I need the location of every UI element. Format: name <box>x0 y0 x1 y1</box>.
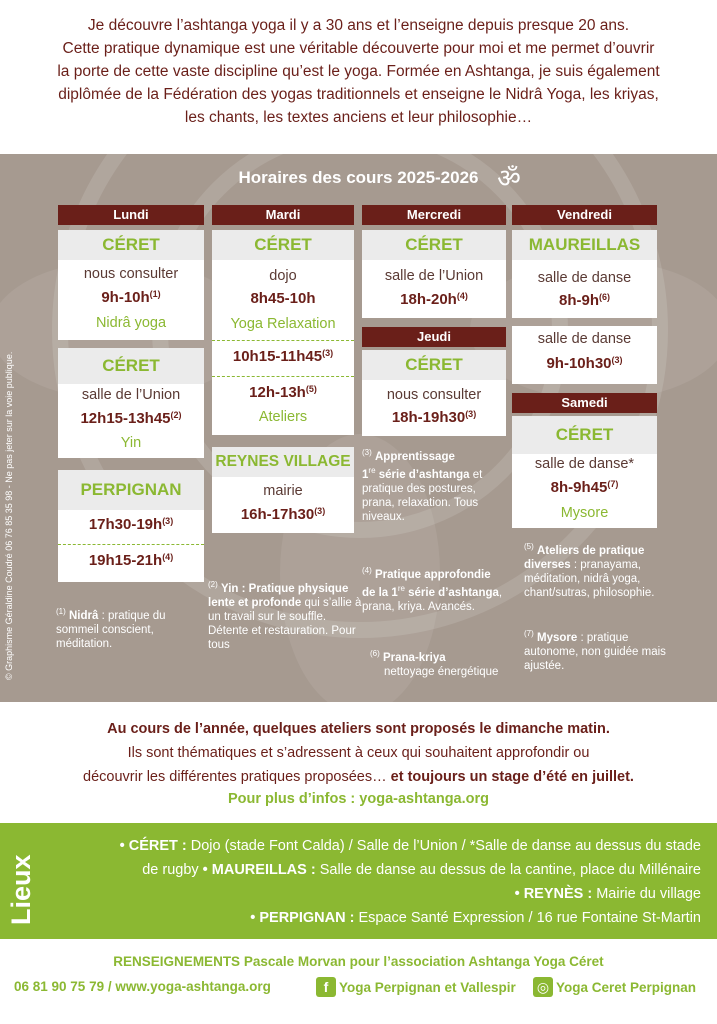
outro-line: Au cours de l’année, quelques ateliers sont proposés le dimanche matin. <box>107 721 610 737</box>
footnote-4: $^{(4)}$ Pratique approfondie de la 1re série d’ashtanga, prana, kriya. Avancés. <box>362 566 503 613</box>
card-time: 10h15-11h45$^{(3)}$ <box>232 348 334 365</box>
card-style: Ateliers <box>258 409 308 425</box>
instagram-icon: ◎ <box>533 977 553 997</box>
card-time: 12h15-13h45$^{(2)}$ <box>80 410 182 427</box>
contact-line[interactable]: 06 81 90 75 79 / www.yoga-ashtanga.org <box>14 979 271 994</box>
schedule-title: Horaires des cours 2025-2026 <box>238 168 479 187</box>
card-style: Yin <box>120 435 142 451</box>
intro-line: Je découvre l’ashtanga yoga il y a 30 ans et l’enseigne depuis presque 20 ans. <box>87 17 630 34</box>
card-jeudi-ceret <box>362 350 506 436</box>
card-town: CÉRET <box>58 230 204 260</box>
card-time: 9h-10h30$^{(3)}$ <box>546 355 623 372</box>
dashed-divider <box>58 544 204 545</box>
credit-vertical: © Graphisme Géraldine Coudré 06 76 85 35 98 - Ne pas jeter sur la voie publique. <box>4 351 14 680</box>
lieux-line: • CÉRET : Dojo (stade Font Calda) / Salle de l’Union / *Salle de danse au dessus du stade <box>119 838 701 854</box>
intro-line: la porte de cette vaste discipline qu’est le yoga. Formée en Ashtanga, je suis également <box>57 63 660 80</box>
card-time: 8h45-10h <box>250 290 316 307</box>
outro-line: découvrir les différentes pratiques proposées… et toujours un stage d’été en juillet. <box>83 769 634 785</box>
card-town: PERPIGNAN <box>58 470 204 510</box>
card-town: CÉRET <box>362 350 506 380</box>
intro-line: diplômée de la Fédération des yogas traditionnels et enseigne le Nidrâ Yoga, les kriyas, <box>58 86 659 103</box>
day-header-lundi: Lundi <box>58 205 204 225</box>
intro-line: les chants, les textes anciens et leur philosophie… <box>184 109 533 126</box>
card-vendredi-2 <box>512 326 657 384</box>
facebook-icon: f <box>316 977 336 997</box>
outro-line: Ils sont thématiques et s’adressent à ceux qui souhaitent approfondir ou <box>127 745 590 761</box>
card-room: salle de danse <box>537 331 632 347</box>
lieux-line: • PERPIGNAN : Espace Santé Expression / 16 rue Fontaine St-Martin <box>250 910 701 926</box>
card-town: CÉRET <box>58 348 204 384</box>
card-lundi-ceret-2 <box>58 348 204 458</box>
card-time: 16h-17h30$^{(3)}$ <box>240 506 326 523</box>
svg-text:ॐ: ॐ <box>497 164 521 192</box>
card-time: $9h-10h^{(1)}$ <box>101 289 161 306</box>
footnote-3: $^{(3)}$ Apprentissage 1re série d’ashtanga et pratique des postures, prana, relaxation. Tous niveaux. <box>362 448 483 523</box>
footnote-6: $^{(6)}$ Prana-kriya nettoyage énergétique <box>370 649 499 678</box>
day-header-jeudi: Jeudi <box>362 327 506 347</box>
day-header-mardi: Mardi <box>212 205 354 225</box>
card-room: salle de l’Union <box>384 268 484 284</box>
card-room: salle de l’Union <box>81 387 181 403</box>
day-header-samedi: Samedi <box>512 393 657 413</box>
instagram-link[interactable]: ◎ Yoga Ceret Perpignan <box>533 976 696 998</box>
om-icon <box>492 162 526 192</box>
dashed-divider <box>212 376 354 377</box>
footnote-5: $^{(5)}$ Ateliers de pratique diverses : pranayama, méditation, nidrâ yoga, chant/sutras, philosophie. <box>524 542 655 599</box>
more-info-link[interactable]: Pour plus d’infos : yoga-ashtanga.org <box>227 791 489 807</box>
card-vendredi-maureillas <box>512 230 657 318</box>
card-mardi-reynes <box>212 447 354 533</box>
card-style: Yoga Relaxation <box>230 316 336 332</box>
footnote-2: $^{(2)}$ Yin : Pratique physique lente et profonde qui s’allie à un travail sur le souffle. Détente et restauration. Pour tous <box>208 580 362 651</box>
day-header-vendredi: Vendredi <box>512 205 657 225</box>
footnote-1: $^{(1)}$ Nidrâ : pratique du sommeil conscient, méditation. <box>56 607 166 650</box>
day-header-mercredi: Mercredi <box>362 205 506 225</box>
card-style: Mysore <box>560 505 609 521</box>
card-room: mairie <box>263 483 303 499</box>
card-time: $17h30-19h^{(3)}$ <box>88 516 174 533</box>
card-room: dojo <box>269 268 297 284</box>
card-room: salle de danse <box>537 270 632 286</box>
intro-paragraph <box>0 14 717 129</box>
card-time: $12h-13h^{(5)}$ <box>249 384 317 401</box>
intro-line: Cette pratique dynamique est une véritable découverte pour moi et me permet d’ouvrir <box>62 40 655 57</box>
renseignements-line: RENSEIGNEMENTS Pascale Morvan pour l’association Ashtanga Yoga Céret <box>113 954 604 969</box>
card-town: MAUREILLAS <box>512 230 657 260</box>
card-room: nous consulter <box>83 266 179 282</box>
card-lundi-ceret-1 <box>58 230 204 340</box>
footnote-7: $^{(7)}$ Mysore : pratique autonome, non guidée mais ajustée. <box>524 629 666 672</box>
card-style: Nidrâ yoga <box>95 315 167 331</box>
card-lundi-perpignan <box>58 470 204 582</box>
card-mardi-ceret <box>212 230 354 435</box>
dashed-divider <box>212 340 354 341</box>
card-town: CÉRET <box>212 230 354 260</box>
card-mercredi-ceret <box>362 230 506 318</box>
card-time: $19h15-21h^{(4)}$ <box>88 552 174 569</box>
lieux-title: Lieux <box>6 854 36 925</box>
facebook-link[interactable]: f Yoga Perpignan et Vallespir <box>316 976 516 998</box>
card-room: salle de danse* <box>534 456 635 472</box>
card-room: nous consulter <box>386 387 482 403</box>
card-town: REYNES VILLAGE <box>212 447 354 477</box>
card-time: 8h-9h45$^{(7)}$ <box>550 479 619 496</box>
card-samedi-ceret <box>512 416 657 528</box>
card-time: $18h-20h^{(4)}$ <box>400 291 468 308</box>
lieux-line: de rugby • MAUREILLAS : Salle de danse au dessus de la cantine, place du Millénaire <box>142 862 701 878</box>
card-time: $8h-9h^{(6)}$ <box>558 292 610 309</box>
lieux-line: • REYNÈS : Mairie du village <box>514 886 701 902</box>
card-time: 18h-19h30$^{(3)}$ <box>391 409 477 426</box>
card-town: CÉRET <box>512 416 657 454</box>
card-town: CÉRET <box>362 230 506 260</box>
